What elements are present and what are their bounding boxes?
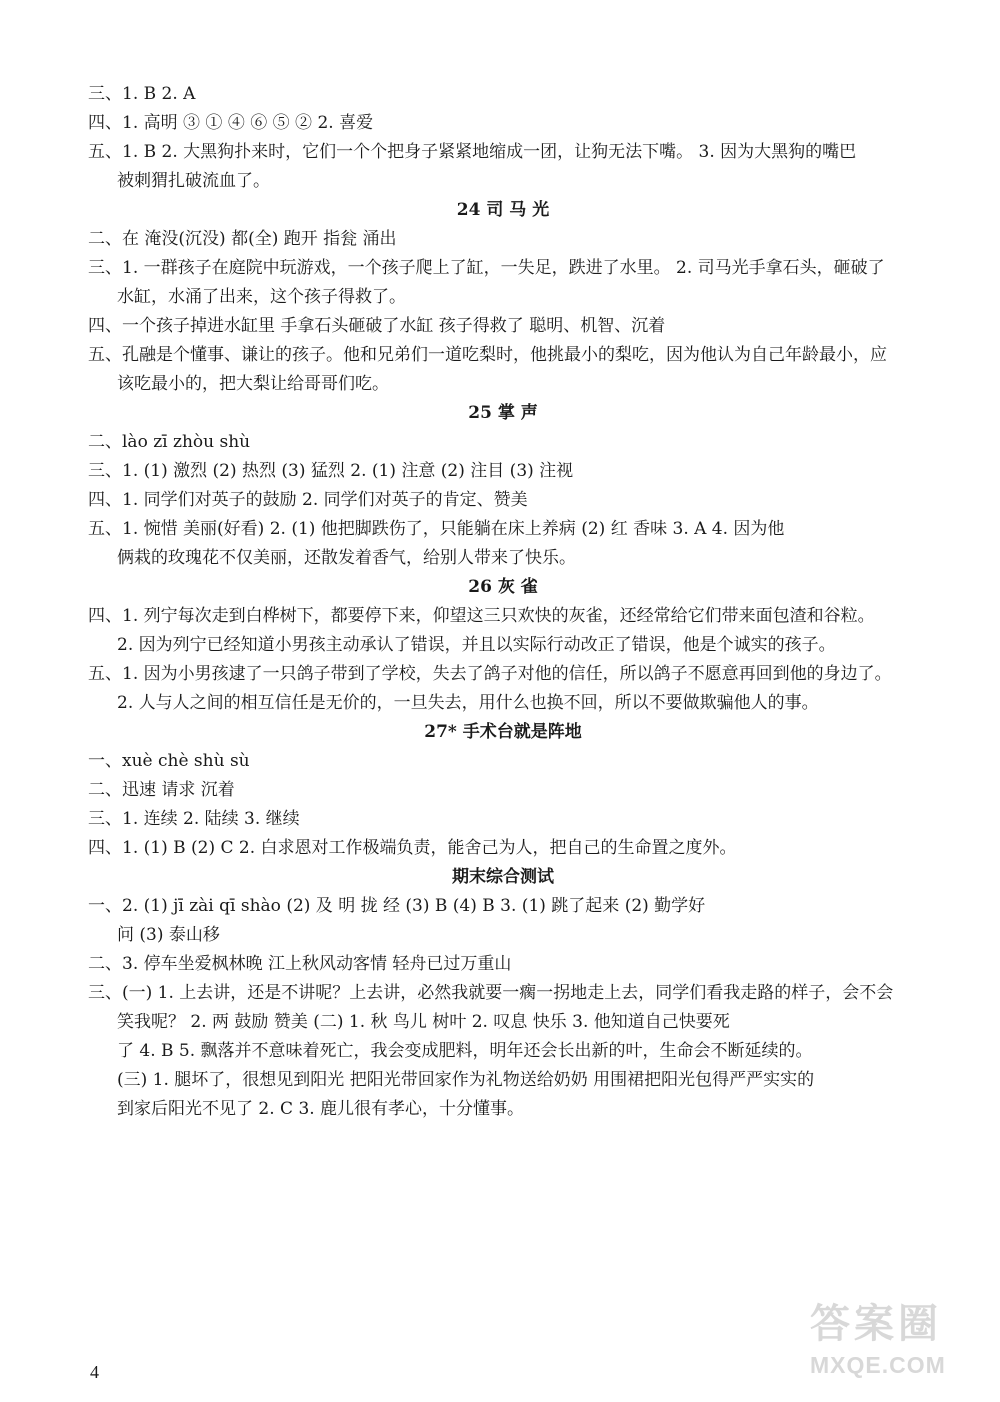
answer-line: 四、一个孩子掉进水缸里 手拿石头砸破了水缸 孩子得救了 聪明、机智、沉着 (88, 316, 666, 336)
answer-line: 一、xuè chè shù sù (88, 751, 250, 771)
answer-line: 三、1. 连续 2. 陆续 3. 继续 (88, 809, 300, 829)
section-heading: 27* 手术台就是阵地 (424, 722, 582, 742)
answer-line: 二、在 淹没(沉没) 都(全) 跑开 指瓮 涌出 (88, 229, 397, 249)
answer-continuation-line: 被刺猬扎破流血了。 (117, 171, 270, 191)
answer-continuation-line: 了 4. B 5. 飘落并不意味着死亡，我会变成肥料，明年还会长出新的叶，生命会不断延续的。 (117, 1041, 813, 1061)
answer-line: 四、1. 列宁每次走到白桦树下，都要停下来，仰望这三只欢快的灰雀，还经常给它们带来面包渣和谷粒。 (88, 606, 875, 626)
answer-continuation-line: 问 (3) 泰山移 (117, 925, 220, 945)
answer-continuation-line: 该吃最小的，把大梨让给哥哥们吃。 (117, 374, 389, 394)
answer-line: 四、1. 高明 ③ ① ④ ⑥ ⑤ ② 2. 喜爱 (88, 113, 374, 133)
answer-continuation-line: 俩栽的玫瑰花不仅美丽，还散发着香气，给别人带来了快乐。 (117, 548, 576, 568)
answer-line: 三、(一) 1. 上去讲，还是不讲呢？上去讲，必然我就要一瘸一拐地走上去，同学们看我走路的样子，会不会 (88, 983, 894, 1003)
answer-key-content (88, 80, 918, 1124)
answer-continuation-line: 2. 因为列宁已经知道小男孩主动承认了错误，并且以实际行动改正了错误，他是个诚实的孩子。 (117, 635, 836, 655)
answer-line: 三、1. 一群孩子在庭院中玩游戏，一个孩子爬上了缸，一失足，跌进了水里。 2. 司马光手拿石头，砸破了 (88, 258, 885, 278)
answer-line: 五、孔融是个懂事、谦让的孩子。他和兄弟们一道吃梨时，他挑最小的梨吃，因为他认为自己年龄最小，应 (88, 345, 887, 365)
answer-line: 二、3. 停车坐爱枫林晚 江上秋风动客情 轻舟已过万重山 (88, 954, 512, 974)
answer-line: 五、1. B 2. 大黑狗扑来时，它们一个个把身子紧紧地缩成一团，让狗无法下嘴。 3. 因为大黑狗的嘴巴 (88, 142, 857, 162)
watermark-chinese-text: 答案圈 (810, 1302, 942, 1346)
answer-line: 四、1. (1) B (2) C 2. 白求恩对工作极端负责，能舍己为人，把自己的生命置之度外。 (88, 838, 737, 858)
answer-line: 五、1. 惋惜 美丽(好看) 2. (1) 他把脚跌伤了，只能躺在床上养病 (2) 红 香味 3. A 4. 因为他 (88, 519, 785, 539)
answer-line: 一、2. (1) jī zài qī shào (2) 及 明 拢 经 (3) B (4) B 3. (1) 跳了起来 (2) 勤学好 (88, 896, 706, 916)
answer-line: 五、1. 因为小男孩逮了一只鸽子带到了学校，失去了鸽子对他的信任，所以鸽子不愿意再回到他的身边了。 (88, 664, 892, 684)
answer-line: 三、1. (1) 激烈 (2) 热烈 (3) 猛烈 2. (1) 注意 (2) 注目 (3) 注视 (88, 461, 574, 481)
answer-continuation-line: (三) 1. 腿坏了，很想见到阳光 把阳光带回家作为礼物送给奶奶 用围裙把阳光包得严严实实的 (117, 1070, 815, 1090)
section-heading: 25 掌 声 (468, 403, 538, 423)
answer-line: 二、lào zī zhòu shù (88, 432, 251, 452)
page-number: 4 (90, 1362, 99, 1382)
section-heading: 期末综合测试 (452, 867, 554, 887)
watermark-domain-text: MXQE.COM (810, 1352, 946, 1378)
answer-line: 四、1. 同学们对英子的鼓励 2. 同学们对英子的肯定、赞美 (88, 490, 528, 510)
answer-continuation-line: 笑我呢？ 2. 两 鼓励 赞美 (二) 1. 秋 鸟儿 树叶 2. 叹息 快乐 3. 他知道自己快要死 (117, 1012, 730, 1032)
answer-continuation-line: 水缸，水涌了出来，这个孩子得救了。 (117, 287, 406, 307)
section-heading: 26 灰 雀 (468, 577, 538, 597)
answer-continuation-line: 到家后阳光不见了 2. C 3. 鹿儿很有孝心，十分懂事。 (117, 1099, 525, 1119)
watermark-logo (810, 1298, 990, 1398)
section-heading: 24 司 马 光 (456, 200, 550, 220)
answer-continuation-line: 2. 人与人之间的相互信任是无价的，一旦失去，用什么也换不回，所以不要做欺骗他人的事。 (117, 693, 819, 713)
answer-line: 二、迅速 请求 沉着 (88, 780, 235, 800)
answer-line: 三、1. B 2. A (88, 84, 196, 104)
